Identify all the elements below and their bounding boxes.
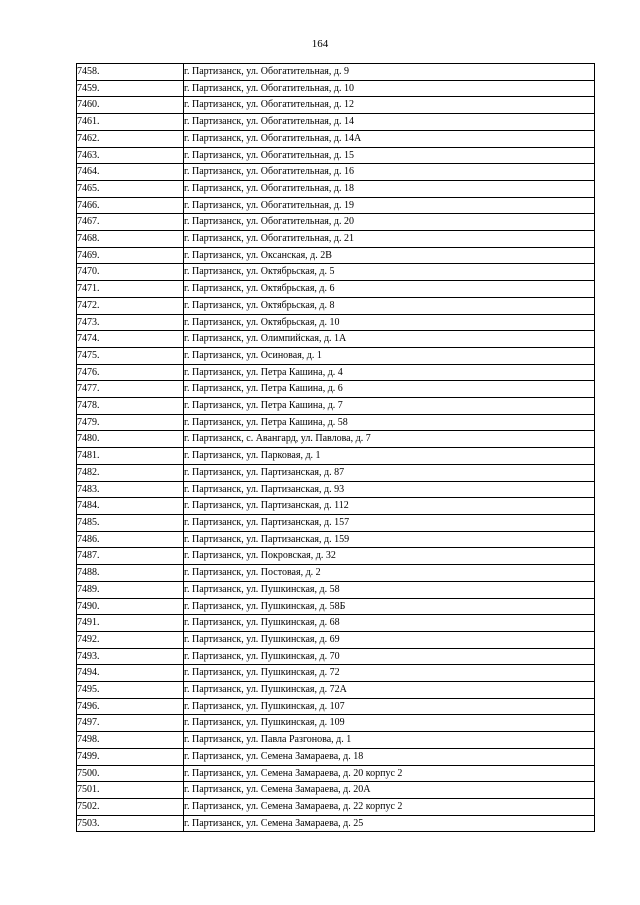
table-row	[77, 615, 595, 632]
row-number: 7497.	[77, 715, 184, 732]
row-number: 7458.	[77, 64, 184, 81]
table-row	[77, 114, 595, 131]
table-row	[77, 331, 595, 348]
row-address: г. Партизанск, ул. Обогатительная, д. 12	[184, 97, 595, 114]
row-number: 7501.	[77, 782, 184, 799]
row-number: 7490.	[77, 598, 184, 615]
row-number: 7463.	[77, 147, 184, 164]
table-row	[77, 448, 595, 465]
row-address: г. Партизанск, ул. Партизанская, д. 159	[184, 531, 595, 548]
table-row	[77, 197, 595, 214]
row-number: 7494.	[77, 665, 184, 682]
row-address: г. Партизанск, ул. Обогатительная, д. 21	[184, 231, 595, 248]
table-row	[77, 164, 595, 181]
row-number: 7487.	[77, 548, 184, 565]
row-number: 7502.	[77, 798, 184, 815]
table-row	[77, 64, 595, 81]
row-address: г. Партизанск, ул. Партизанская, д. 93	[184, 481, 595, 498]
row-number: 7467.	[77, 214, 184, 231]
page-number: 164	[311, 38, 329, 50]
row-address: г. Партизанск, ул. Пушкинская, д. 72	[184, 665, 595, 682]
table-row	[77, 80, 595, 97]
table-row	[77, 381, 595, 398]
table-row	[77, 782, 595, 799]
table-row	[77, 180, 595, 197]
table-row	[77, 431, 595, 448]
table-row	[77, 498, 595, 515]
row-number: 7462.	[77, 130, 184, 147]
row-number: 7484.	[77, 498, 184, 515]
table-row	[77, 314, 595, 331]
table-row	[77, 565, 595, 582]
table-row	[77, 281, 595, 298]
row-address: г. Партизанск, ул. Партизанская, д. 112	[184, 498, 595, 515]
row-address: г. Партизанск, ул. Петра Кашина, д. 7	[184, 398, 595, 415]
table-row	[77, 464, 595, 481]
row-number: 7481.	[77, 448, 184, 465]
table-row	[77, 631, 595, 648]
table-row	[77, 581, 595, 598]
table-row	[77, 264, 595, 281]
row-address: г. Партизанск, ул. Обогатительная, д. 14А	[184, 130, 595, 147]
row-number: 7499.	[77, 748, 184, 765]
row-number: 7503.	[77, 815, 184, 832]
table-row	[77, 682, 595, 699]
row-number: 7488.	[77, 565, 184, 582]
row-address: г. Партизанск, ул. Обогатительная, д. 18	[184, 180, 595, 197]
table-row	[77, 648, 595, 665]
table-row	[77, 414, 595, 431]
row-address: г. Партизанск, с. Авангард, ул. Павлова, д. 7	[184, 431, 595, 448]
row-address: г. Партизанск, ул. Обогатительная, д. 19	[184, 197, 595, 214]
table-row	[77, 297, 595, 314]
row-number: 7491.	[77, 615, 184, 632]
row-address: г. Партизанск, ул. Павла Разгонова, д. 1	[184, 732, 595, 749]
table-row	[77, 214, 595, 231]
row-address: г. Партизанск, ул. Обогатительная, д. 20	[184, 214, 595, 231]
table-row	[77, 514, 595, 531]
row-address: г. Партизанск, ул. Обогатительная, д. 10	[184, 80, 595, 97]
row-address: г. Партизанск, ул. Октябрьская, д. 5	[184, 264, 595, 281]
row-number: 7471.	[77, 281, 184, 298]
row-number: 7479.	[77, 414, 184, 431]
table-row	[77, 598, 595, 615]
row-address: г. Партизанск, ул. Октябрьская, д. 8	[184, 297, 595, 314]
row-number: 7498.	[77, 732, 184, 749]
row-address: г. Партизанск, ул. Пушкинская, д. 58	[184, 581, 595, 598]
table-row	[77, 147, 595, 164]
row-number: 7493.	[77, 648, 184, 665]
table-row	[77, 231, 595, 248]
row-address: г. Партизанск, ул. Партизанская, д. 87	[184, 464, 595, 481]
row-number: 7476.	[77, 364, 184, 381]
table-row	[77, 665, 595, 682]
row-number: 7469.	[77, 247, 184, 264]
table-row	[77, 247, 595, 264]
table-row	[77, 798, 595, 815]
row-number: 7486.	[77, 531, 184, 548]
table-row	[77, 765, 595, 782]
table-row	[77, 398, 595, 415]
row-number: 7460.	[77, 97, 184, 114]
row-number: 7472.	[77, 297, 184, 314]
row-address: г. Партизанск, ул. Покровская, д. 32	[184, 548, 595, 565]
row-number: 7465.	[77, 180, 184, 197]
row-address: г. Партизанск, ул. Пушкинская, д. 109	[184, 715, 595, 732]
table-row	[77, 698, 595, 715]
row-address: г. Партизанск, ул. Пушкинская, д. 69	[184, 631, 595, 648]
row-address: г. Партизанск, ул. Пушкинская, д. 70	[184, 648, 595, 665]
row-address: г. Партизанск, ул. Пушкинская, д. 72А	[184, 682, 595, 699]
row-number: 7482.	[77, 464, 184, 481]
row-address: г. Партизанск, ул. Петра Кашина, д. 6	[184, 381, 595, 398]
row-address: г. Партизанск, ул. Партизанская, д. 157	[184, 514, 595, 531]
row-number: 7461.	[77, 114, 184, 131]
row-address: г. Партизанск, ул. Октябрьская, д. 10	[184, 314, 595, 331]
table-row	[77, 347, 595, 364]
row-number: 7477.	[77, 381, 184, 398]
address-table-body	[77, 64, 595, 832]
table-row	[77, 748, 595, 765]
row-address: г. Партизанск, ул. Постовая, д. 2	[184, 565, 595, 582]
row-address: г. Партизанск, ул. Олимпийская, д. 1А	[184, 331, 595, 348]
table-row	[77, 815, 595, 832]
row-address: г. Партизанск, ул. Семена Замараева, д. 25	[184, 815, 595, 832]
row-address: г. Партизанск, ул. Петра Кашина, д. 58	[184, 414, 595, 431]
row-number: 7492.	[77, 631, 184, 648]
row-address: г. Партизанск, ул. Петра Кашина, д. 4	[184, 364, 595, 381]
table-row	[77, 97, 595, 114]
row-address: г. Партизанск, ул. Пушкинская, д. 58Б	[184, 598, 595, 615]
row-address: г. Партизанск, ул. Семена Замараева, д. 22 корпус 2	[184, 798, 595, 815]
row-number: 7500.	[77, 765, 184, 782]
row-address: г. Партизанск, ул. Семена Замараева, д. 20 корпус 2	[184, 765, 595, 782]
table-row	[77, 732, 595, 749]
table-row	[77, 531, 595, 548]
row-number: 7464.	[77, 164, 184, 181]
address-table	[76, 63, 595, 832]
row-number: 7466.	[77, 197, 184, 214]
row-number: 7468.	[77, 231, 184, 248]
row-number: 7485.	[77, 514, 184, 531]
table-row	[77, 548, 595, 565]
row-number: 7474.	[77, 331, 184, 348]
row-address: г. Партизанск, ул. Пушкинская, д. 107	[184, 698, 595, 715]
row-address: г. Партизанск, ул. Обогатительная, д. 9	[184, 64, 595, 81]
row-number: 7478.	[77, 398, 184, 415]
row-number: 7470.	[77, 264, 184, 281]
row-address: г. Партизанск, ул. Парковая, д. 1	[184, 448, 595, 465]
table-row	[77, 715, 595, 732]
row-address: г. Партизанск, ул. Оксанская, д. 2В	[184, 247, 595, 264]
row-address: г. Партизанск, ул. Обогатительная, д. 14	[184, 114, 595, 131]
row-number: 7495.	[77, 682, 184, 699]
row-number: 7459.	[77, 80, 184, 97]
row-number: 7480.	[77, 431, 184, 448]
row-address: г. Партизанск, ул. Семена Замараева, д. 20А	[184, 782, 595, 799]
row-number: 7489.	[77, 581, 184, 598]
table-row	[77, 481, 595, 498]
row-address: г. Партизанск, ул. Семена Замараева, д. 18	[184, 748, 595, 765]
row-number: 7475.	[77, 347, 184, 364]
row-number: 7483.	[77, 481, 184, 498]
row-address: г. Партизанск, ул. Пушкинская, д. 68	[184, 615, 595, 632]
row-number: 7473.	[77, 314, 184, 331]
table-row	[77, 364, 595, 381]
row-address: г. Партизанск, ул. Обогатительная, д. 15	[184, 147, 595, 164]
table-row	[77, 130, 595, 147]
row-address: г. Партизанск, ул. Обогатительная, д. 16	[184, 164, 595, 181]
row-address: г. Партизанск, ул. Осиновая, д. 1	[184, 347, 595, 364]
row-address: г. Партизанск, ул. Октябрьская, д. 6	[184, 281, 595, 298]
row-number: 7496.	[77, 698, 184, 715]
